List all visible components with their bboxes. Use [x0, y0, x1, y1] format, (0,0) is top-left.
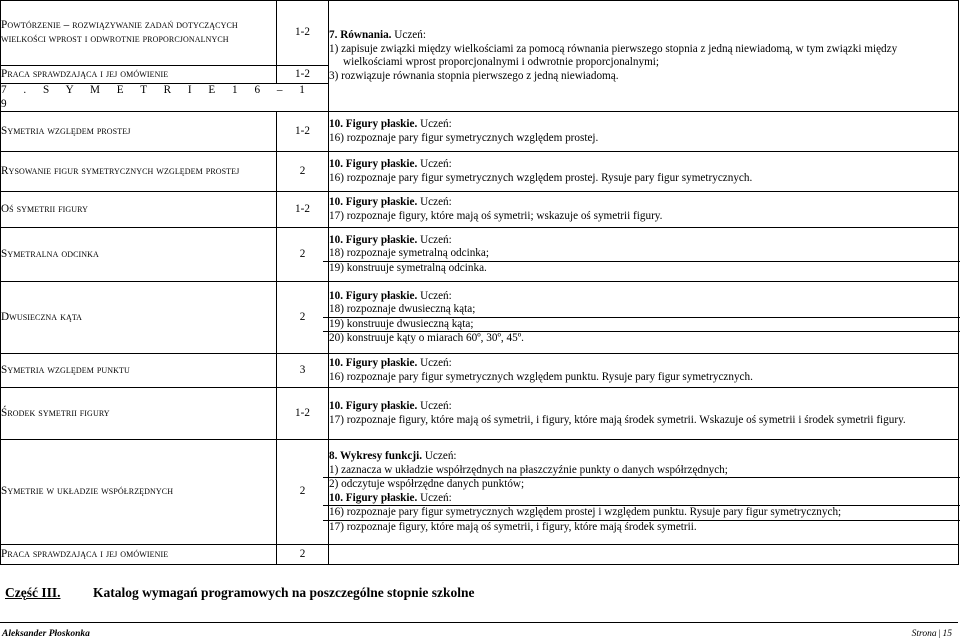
requirements-cell: [329, 112, 959, 152]
requirements-cell: [329, 354, 959, 388]
hours-cell: 1-2: [277, 388, 329, 440]
table-row: [1, 192, 959, 228]
requirement-heading: 10. Figury płaskie.: [329, 233, 418, 246]
topic-cell: Symetria względem prostej: [1, 112, 277, 152]
topic-cell: Symetrie w układzie współrzędnych: [1, 440, 277, 545]
requirement-intro: Uczeń:: [420, 118, 452, 131]
table-row: [1, 440, 959, 545]
requirements-cell: [329, 1, 959, 112]
requirement-heading: 10. Figury płaskie.: [329, 158, 418, 171]
page-label: Strona: [911, 629, 937, 639]
requirements-cell: [329, 545, 959, 565]
table-row: [1, 388, 959, 440]
requirement-item: 18) rozpoznaje dwusieczną kąta;: [329, 303, 476, 316]
requirement-intro: Uczeń:: [420, 491, 452, 504]
requirement-item: 20) konstruuje kąty o miarach 60º, 30º, 45º.: [329, 332, 524, 345]
requirements-cell: [329, 152, 959, 192]
topic-cell: Dwusieczna kąta: [1, 282, 277, 354]
topic-cell: Symetralna odcinka: [1, 228, 277, 282]
requirement-item: 2) odczytuje współrzędne danych punktów;: [329, 478, 525, 491]
requirement-heading: 10. Figury płaskie.: [329, 357, 418, 370]
table-row: [1, 228, 959, 282]
requirement-item: 16) rozpoznaje pary figur symetrycznych względem prostej. Rysuje pary figur symetrycznych.: [329, 171, 753, 184]
requirement-item: 17) rozpoznaje figury, które mają oś symetrii; wskazuje oś symetrii figury.: [329, 209, 663, 222]
section-title: Katalog wymagań programowych na poszczególne stopnie szkolne: [93, 585, 475, 600]
topic-cell: Oś symetrii figury: [1, 192, 277, 228]
requirement-intro: Uczeń:: [420, 289, 452, 302]
requirement-item: 17) rozpoznaje figury, które mają oś symetrii, i figury, które mają środek symetrii. Wskazuje oś symetrii i środek symetrii figury.: [329, 413, 906, 426]
hours-cell: 2: [277, 545, 329, 565]
table-row: [1, 152, 959, 192]
table-row: [1, 282, 959, 354]
requirement-intro: Uczeń:: [420, 357, 452, 370]
requirements-cell: [329, 440, 959, 545]
requirements-cell: [329, 228, 959, 282]
requirement-heading: 10. Figury płaskie.: [329, 400, 418, 413]
page-separator: |: [938, 629, 941, 639]
topic-cell: Środek symetrii figury: [1, 388, 277, 440]
page-number-value: 15: [942, 629, 952, 639]
hours-cell: 1-2: [277, 1, 329, 66]
requirement-item: 17) rozpoznaje figury, które mają oś symetrii, i figury, które mają środek symetrii.: [329, 521, 697, 534]
topic-cell: Praca sprawdzająca i jej omówienie: [1, 545, 277, 565]
hours-cell: 1-2: [277, 192, 329, 228]
page-number: [912, 629, 952, 639]
requirement-intro: Uczeń:: [424, 449, 457, 462]
table-row: [1, 354, 959, 388]
hours-cell: 2: [277, 282, 329, 354]
requirements-cell: [329, 388, 959, 440]
table-row: [1, 112, 959, 152]
topic-cell: Powtórzenie – rozwiązywanie zadań dotyczących wielkości wprost i odwrotnie proporcjonalnych: [1, 1, 277, 66]
requirement-heading: 10. Figury płaskie.: [329, 118, 418, 131]
hours-cell: 2: [277, 228, 329, 282]
requirements-cell: [329, 192, 959, 228]
page-footer: [0, 622, 958, 642]
requirement-heading: 7. Równania.: [329, 28, 392, 41]
table-row: [1, 1, 959, 66]
requirement-intro: Uczeń:: [420, 196, 452, 209]
requirement-intro: Uczeń:: [394, 28, 426, 41]
requirement-item: 1) zapisuje związki między wielkościami za pomocą równania pierwszego stopnia z jedną niewiadomą, w tym związki między wielkościami wprost proporcjonalnymi i odwrotnie proporcjonalnymi;: [329, 42, 898, 69]
requirement-item: 16) rozpoznaje pary figur symetrycznych względem prostej i względem punktu. Rysuje pary figur symetrycznych;: [329, 506, 842, 519]
requirement-item: 16) rozpoznaje pary figur symetrycznych względem prostej.: [329, 131, 599, 144]
section-heading: [5, 585, 475, 601]
requirement-intro: Uczeń:: [420, 233, 452, 246]
requirement-item: 16) rozpoznaje pary figur symetrycznych względem punktu. Rysuje pary figur symetrycznych.: [329, 370, 753, 383]
table-row: [1, 545, 959, 565]
requirement-item: 1) zaznacza w układzie współrzędnych na płaszczyźnie punkty o danych współrzędnych;: [329, 463, 728, 476]
hours-cell: 2: [277, 152, 329, 192]
requirement-heading: 10. Figury płaskie.: [329, 196, 418, 209]
requirement-item: 19) konstruuje symetralną odcinka.: [329, 262, 487, 275]
requirement-item: 18) rozpoznaje symetralną odcinka;: [329, 247, 489, 260]
requirement-heading: 10. Figury płaskie.: [329, 491, 418, 504]
section-number: Część III.: [5, 585, 61, 600]
chapter-heading: 7 . S Y M E T R I E 1 6 – 1 9: [1, 84, 329, 112]
requirement-item: 3) rozwiązuje równania stopnia pierwszego z jedną niewiadomą.: [329, 69, 619, 82]
requirements-cell: [329, 282, 959, 354]
requirement-intro: Uczeń:: [420, 400, 452, 413]
requirement-item: 19) konstruuje dwusieczną kąta;: [329, 317, 474, 330]
topic-cell: Praca sprawdzająca i jej omówienie: [1, 66, 277, 84]
topic-cell: Symetria względem punktu: [1, 354, 277, 388]
hours-cell: 2: [277, 440, 329, 545]
topic-cell: Rysowanie figur symetrycznych względem prostej: [1, 152, 277, 192]
hours-cell: 1-2: [277, 112, 329, 152]
requirement-heading: 10. Figury płaskie.: [329, 289, 418, 302]
author-name: Aleksander Płoskonka: [2, 629, 90, 639]
hours-cell: 3: [277, 354, 329, 388]
hours-cell: 1-2: [277, 66, 329, 84]
requirement-heading: 8. Wykresy funkcji.: [329, 449, 423, 462]
requirement-intro: Uczeń:: [420, 158, 452, 171]
